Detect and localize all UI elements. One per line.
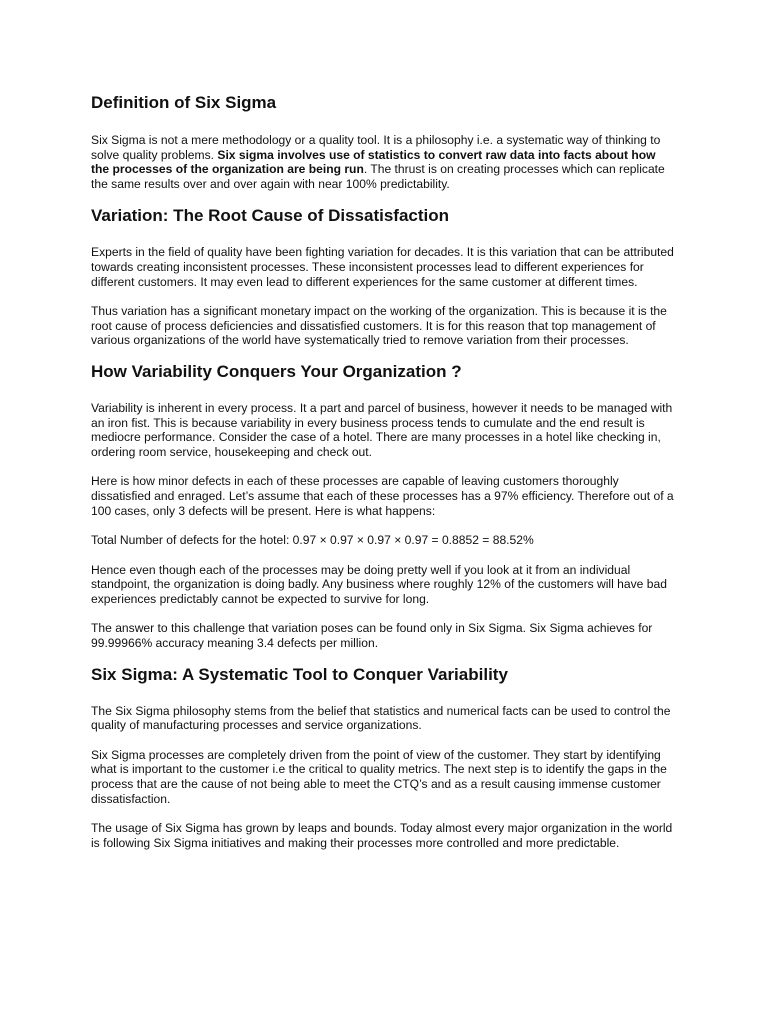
paragraph: The answer to this challenge that variation poses can be found only in Six Sigma. Six Sigma achieves for 99.99966% accuracy meaning 3.4 defects per million. [91,621,653,651]
section-heading: Six Sigma: A Systematic Tool to Conquer Variability [91,664,508,684]
paragraph-text: . The thrust is on creating processes which can replicate the same results over and over again with near 100% predictability. [91,162,665,191]
paragraph: The Six Sigma philosophy stems from the belief that statistics and numerical facts can be used to control the quality of manufacturing processes and service organizations. [91,703,671,733]
section-systematic-tool [91,664,677,851]
paragraph [91,133,677,191]
paragraph: Six Sigma processes are completely driven from the point of view of the customer. They start by identifying what is important to the customer i.e the critical to quality metrics. The next step is to identify the gaps in the process that are the cause of not being able to meet the CTQ’s and as a result causing immense customer dissatisfaction. [91,747,667,806]
paragraph-bold-text: Six sigma involves use of statistics to convert raw data into facts about how the processes of the organization are being run [91,147,656,177]
section-definition [91,92,677,191]
paragraph: Experts in the field of quality have been fighting variation for decades. It is this variation that can be attributed towards creating inconsistent processes. These inconsistent processes lead to different experiences for different customers. It may even lead to different experiences for the same customer at different times. [91,245,674,289]
paragraph: The usage of Six Sigma has grown by leaps and bounds. Today almost every major organization in the world is following Six Sigma initiatives and making their processes more controlled and more predictable. [91,821,673,850]
section-heading: How Variability Conquers Your Organization ? [91,361,462,381]
paragraph: Hence even though each of the processes may be doing pretty well if you look at it from an individual standpoint, the organization is doing badly. Any business where roughly 12% of the customers will have bad experiences predictably cannot be expected to survive for long. [91,562,667,606]
document-page [91,92,677,850]
section-variation [91,205,677,348]
section-heading: Variation: The Root Cause of Dissatisfaction [91,206,450,226]
formula-line: Total Number of defects for the hotel: 0.97 × 0.97 × 0.97 × 0.97 = 0.8852 = 88.52% [91,533,534,548]
section-heading: Definition of Six Sigma [91,93,277,112]
paragraph: Thus variation has a significant monetary impact on the working of the organization. This is because it is the root cause of process deficiencies and dissatisfied customers. It is for this reason that top management of various organizations of the world have systematically tried to remove variation from their processes. [91,304,667,348]
paragraph: Here is how minor defects in each of these processes are capable of leaving customers thoroughly dissatisfied and enraged. Let’s assume that each of these processes has a 97% efficiency. Therefore out of a 100 cases, only 3 defects will be present. Here is what happens: [91,474,674,518]
paragraph-text: Six Sigma is not a mere methodology or a quality tool. It is a philosophy i.e. a systematic way of thinking to solve quality problems. [91,133,661,162]
paragraph: Variability is inherent in every process. It a part and parcel of business, however it needs to be managed with an iron fist. This is because variability in every business process tends to cumulate and the end result is mediocre performance. Consider the case of a hotel. There are many processes in a hotel like checking in, ordering room service, housekeeping and check out. [91,400,673,459]
section-variability [91,361,677,651]
